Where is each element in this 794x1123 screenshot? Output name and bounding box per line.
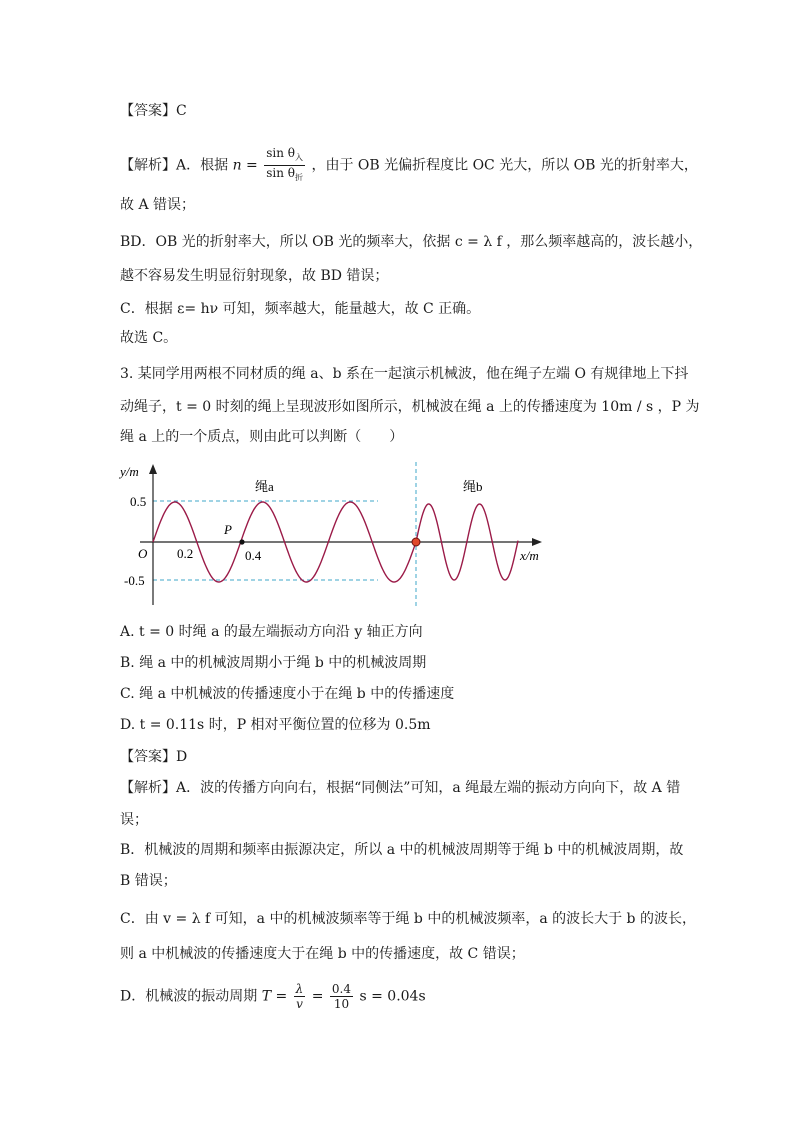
y-tick-top: 0.5 [130,494,147,509]
y-tick-bottom: -0.5 [124,573,145,588]
q3-option-a: A. t = 0 时绳 a 的最左端振动方向沿 y 轴正方向 [120,624,423,640]
refractive-index-symbol: n = [232,157,258,174]
q3-analysis-b-2: B 错误； [120,873,177,889]
snell-denominator: sin θ [266,166,295,180]
lambda-numerator: λ [295,982,304,996]
rope-b-label: 绳b [463,479,483,494]
q3-analysis-a-2: 误； [120,812,148,828]
option-a-lead: A．根据 [176,157,229,174]
snell-numerator: sin θ [266,146,295,160]
x-tick-0.2: 0.2 [177,546,194,561]
rope-a-label: 绳a [255,479,274,494]
q3-analysis-c-2: 则 a 中机械波的传播速度大于在绳 b 中的传播速度，故 C 错误； [120,946,525,962]
q2-choose-line: 故选 C。 [120,330,178,346]
q3-option-c: C. 绳 a 中机械波的传播速度小于在绳 b 中的传播速度 [120,686,455,702]
q3-analysis-a-1: 【解析】A．波的传播方向向右，根据“同侧法”可知，a 绳最左端的振动方向向下，故 A 错 [120,780,681,796]
q2-analysis-a [120,146,698,185]
snell-denominator-subscript: 折 [295,173,303,182]
q3-option-d: D. t = 0.11s 时，P 相对平衡位置的位移为 0.5m [120,717,431,733]
q2-bd-line-1: BD．OB 光的折射率大，所以 OB 光的频率大，依据 c = λ f ，那么频率越高的，波长越小， [120,234,703,250]
origin-label: O [138,546,148,561]
q3-stem-line-3: 绳 a 上的一个质点，则由此可以判断（ ） [120,429,404,445]
q2-bd-line-2: 越不容易发生明显衍射现象，故 BD 错误； [120,268,389,284]
q2-a-conclusion: 故 A 错误； [120,197,196,213]
v-denominator: v [296,997,303,1011]
d-lead: D．机械波的振动周期 [120,988,258,1005]
q3-option-b: B. 绳 a 中的机械波周期小于绳 b 中的机械波周期 [120,655,427,671]
point-p-label: P [224,522,232,537]
y-axis-arrow-icon [149,464,157,474]
numeric-numerator: 0.4 [331,982,352,996]
period-result: s = 0.04s [359,988,426,1005]
y-axis-label: y/m [120,464,139,479]
q3-analysis-b-1: B．机械波的周期和频率由振源决定，所以 a 中的机械波周期等于绳 b 中的机械波周期，故 [120,842,684,858]
q3-answer: 【答案】D [120,749,188,765]
x-tick-0.4: 0.4 [245,548,262,563]
option-a-reason: ，由于 OB 光偏折程度比 OC 光大，所以 OB 光的折射率大， [311,157,698,174]
period-symbol: T = [261,988,288,1005]
point-p-marker [239,539,244,544]
q2-answer: 【答案】C [120,103,187,119]
snell-fraction [264,146,305,185]
q3-analysis-d [120,982,426,1011]
equals-sign: = [311,988,324,1005]
numeric-fraction [330,982,353,1011]
rope-junction-marker [412,538,420,546]
x-axis-arrow-icon [532,538,542,546]
wave-figure [115,458,555,608]
q3-stem-line-1: 3. 某同学用两根不同材质的绳 a、b 系在一起演示机械波，他在绳子左端 O 有规律地上下抖 [120,366,689,382]
snell-numerator-subscript: 入 [295,153,303,162]
q3-analysis-c-1: C．由 v = λ f 可知，a 中的机械波频率等于绳 b 中的机械波频率，a 的波长大于 b 的波长， [120,911,696,927]
q3-stem-line-2: 动绳子，t = 0 时刻的绳上呈现波形如图所示，机械波在绳 a 上的传播速度为 10m / s ，P 为 [120,399,700,415]
numeric-denominator: 10 [333,997,350,1011]
analysis-tag: 【解析】 [120,157,176,174]
lambda-over-v [294,982,306,1011]
q2-c-line: C．根据 ε= hν 可知，频率越大，能量越大，故 C 正确。 [120,301,481,317]
x-axis-label: x/m [520,548,539,563]
